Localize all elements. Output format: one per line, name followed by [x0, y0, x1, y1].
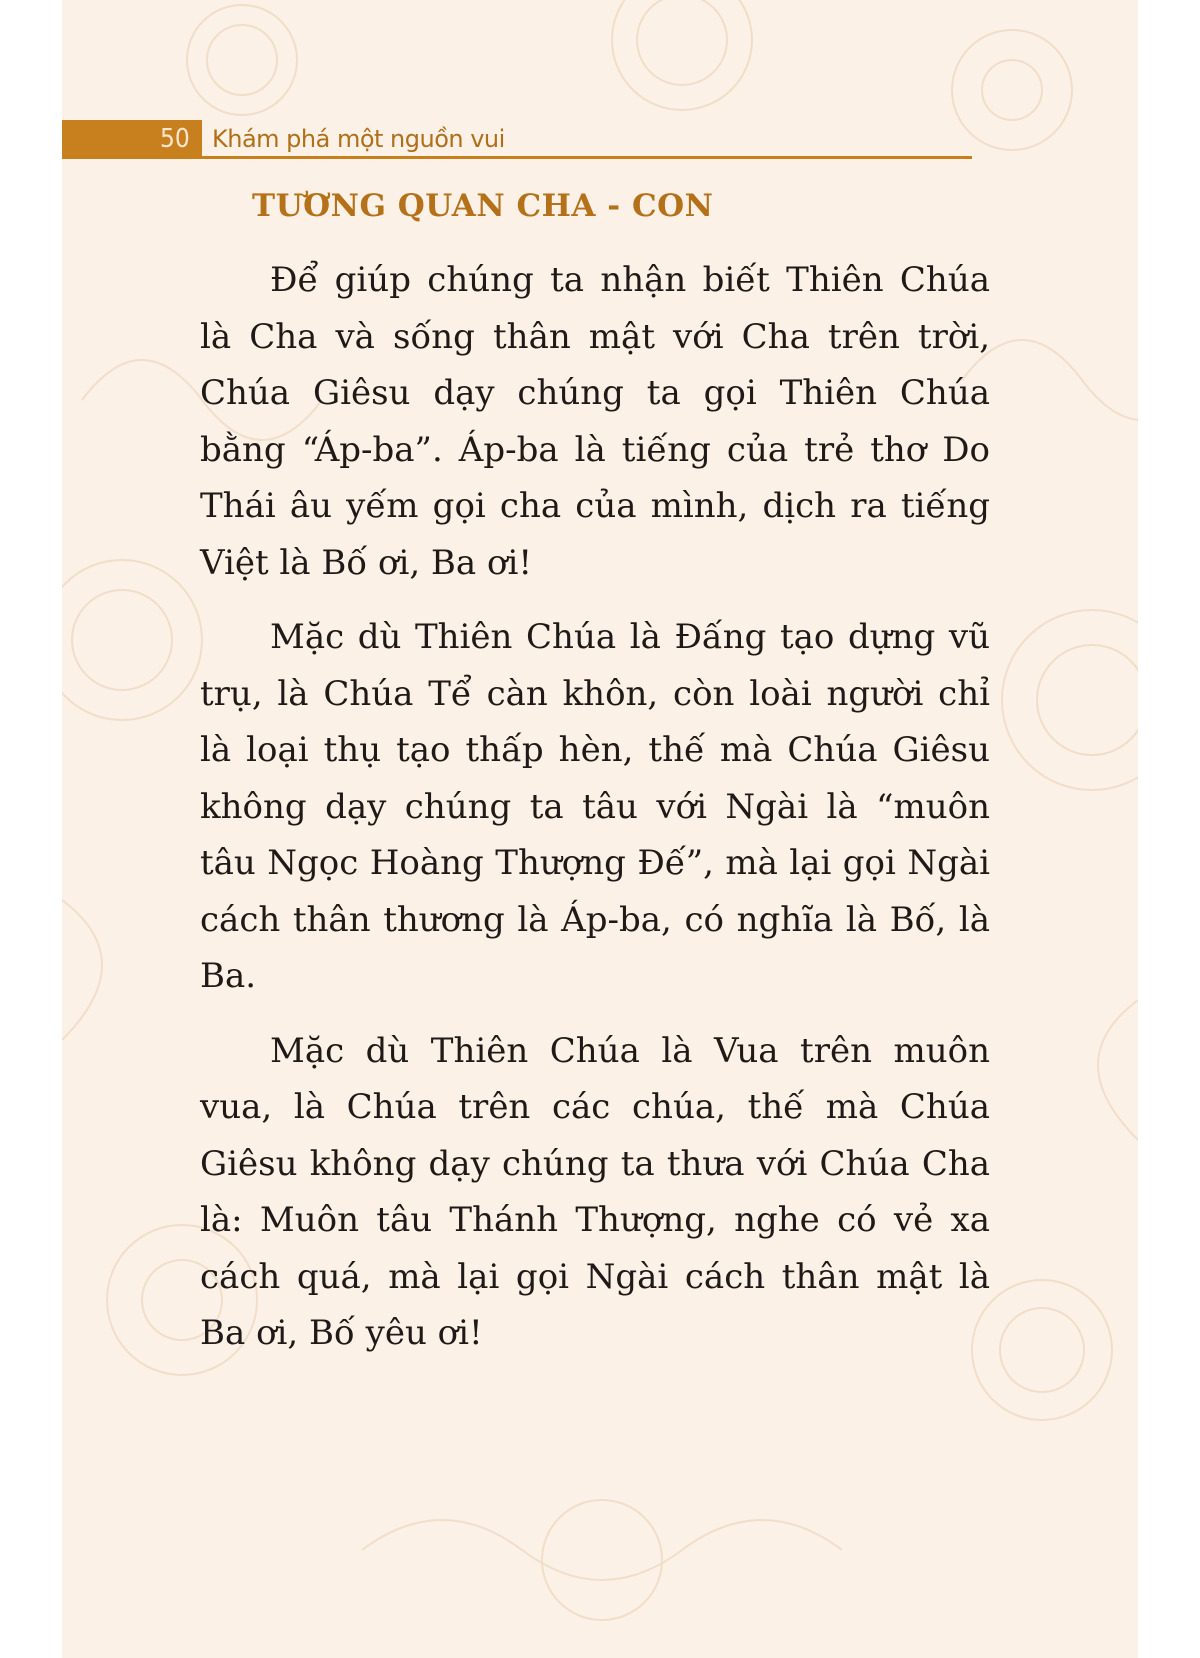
- paragraph: Để giúp chúng ta nhận biết Thiên Chúa là Cha và sống thân mật với Cha trên trời, Chúa Giêsu dạy chúng ta gọi Thiên Chúa bằng “Áp-ba”. Áp-ba là tiếng của trẻ thơ Do Thái âu yếm gọi cha của mình, dịch ra tiếng Việt là Bố ơi, Ba ơi!: [200, 260, 990, 583]
- body-text: [200, 252, 990, 1380]
- running-header: [62, 118, 972, 160]
- section-title: TƯƠNG QUAN CHA - CON: [252, 188, 714, 224]
- running-title: Khám phá một nguồn vui: [212, 125, 505, 153]
- book-page: [62, 0, 1138, 1658]
- paragraph: Mặc dù Thiên Chúa là Vua trên muôn vua, là Chúa trên các chúa, thế mà Chúa Giêsu không dạy chúng ta thưa với Chúa Cha là: Muôn tâu Thánh Thượng, nghe có vẻ xa cách quá, mà lại gọi Ngài cách thân mật là Ba ơi, Bố yêu ơi!: [200, 1030, 990, 1353]
- header-rule: [62, 156, 972, 159]
- paragraph: Mặc dù Thiên Chúa là Đấng tạo dựng vũ trụ, là Chúa Tể càn khôn, còn loài người chỉ là loại thụ tạo thấp hèn, thế mà Chúa Giêsu không dạy chúng ta tâu với Ngài là “muôn tâu Ngọc Hoàng Thượng Đế”, mà lại gọi Ngài cách thân thương là Áp-ba, có nghĩa là Bố, là Ba.: [200, 617, 990, 996]
- page-number: 50: [160, 124, 190, 154]
